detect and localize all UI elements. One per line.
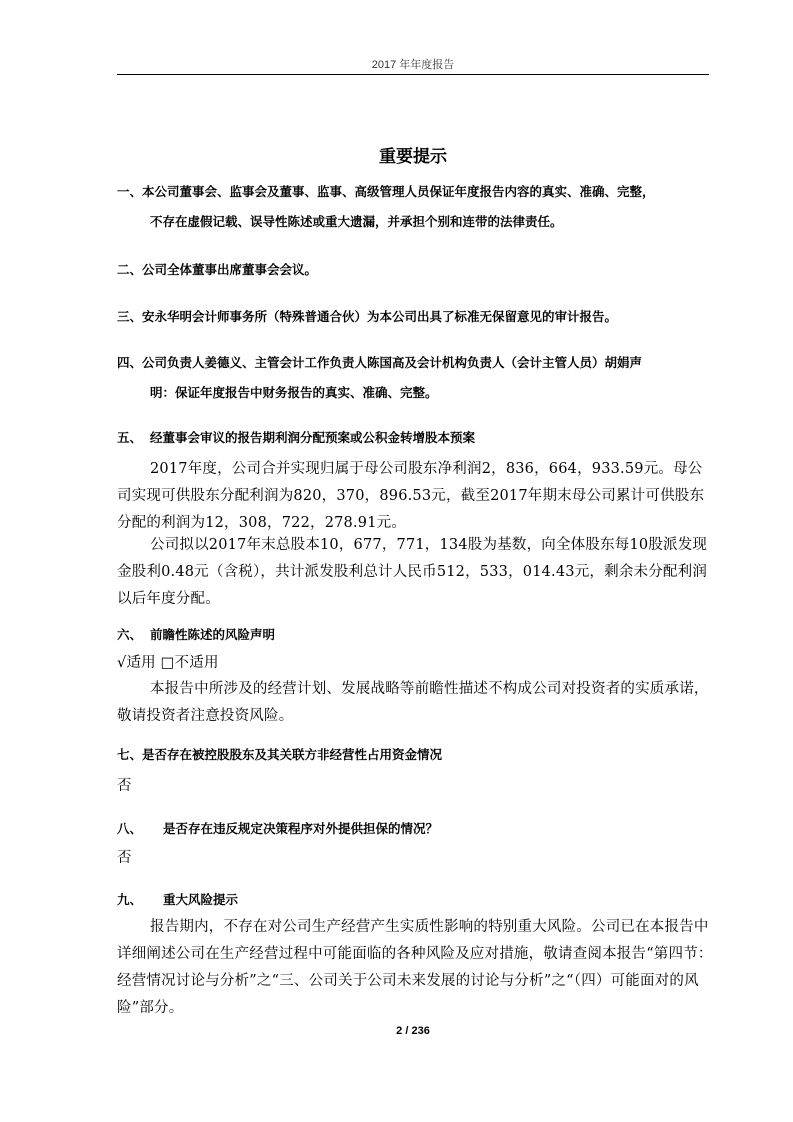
section-8-number: 八、 bbox=[117, 821, 143, 836]
section-1 bbox=[117, 177, 655, 237]
section-3 bbox=[117, 302, 617, 332]
section-5-title: 经董事会审议的报告期利润分配预案或公积金转增股本预案 bbox=[150, 430, 476, 445]
section-6-title: 前瞻性陈述的风险声明 bbox=[150, 627, 276, 642]
section-9-number: 九、 bbox=[117, 892, 143, 907]
section-5-paragraph-1: 2017年度，公司合并实现归属于母公司股东净利润2，836，664，933.59元。母公司实现可供股东分配利润为820，370，896.53元，截至2017年期末母公司累计可供股东分配的利润为12，308，722，278.91元。 bbox=[117, 461, 705, 531]
section-8-heading bbox=[117, 814, 438, 844]
section-2 bbox=[117, 255, 317, 285]
section-4-number: 四、 bbox=[117, 355, 143, 370]
section-4-line1: 公司负责人姜德义、主管会计工作负责人陈国高及会计机构负责人（会计主管人员）胡娟声 bbox=[142, 355, 643, 370]
section-7-number: 七、 bbox=[117, 747, 143, 762]
page-header: 2017 年年度报告 bbox=[371, 59, 455, 71]
section-5-paragraph-2: 公司拟以2017年末总股本10，677，771，134股为基数，向全体股东每10股派发现金股利0.48元（含税），共计派发股利总计人民币512，533，014.43元，剩余未分配利润以后年度分配。 bbox=[117, 537, 708, 607]
section-1-line2: 不存在虚假记载、误导性陈述或重大遗漏，并承担个别和连带的法律责任。 bbox=[150, 214, 563, 229]
section-7-answer: 否 bbox=[117, 778, 132, 794]
header-divider bbox=[117, 74, 709, 75]
section-4-line2: 明：保证年度报告中财务报告的真实、准确、完整。 bbox=[150, 385, 438, 400]
page-number: 2 / 236 bbox=[396, 1025, 430, 1037]
section-3-number: 三、 bbox=[117, 309, 143, 324]
page-title: 重要提示 bbox=[379, 147, 447, 167]
section-9-title: 重大风险提示 bbox=[163, 892, 239, 907]
section-5-number: 五、 bbox=[117, 430, 143, 445]
section-5-heading bbox=[117, 423, 475, 453]
section-3-text: 安永华明会计师事务所（特殊普通合伙）为本公司出具了标准无保留意见的审计报告。 bbox=[142, 309, 618, 324]
applicability-options: √适用 □不适用 bbox=[117, 655, 219, 671]
section-6-paragraph: 本报告中所涉及的经营计划、发展战略等前瞻性描述不构成公司对投资者的实质承诺，敬请投资者注意投资风险。 bbox=[117, 681, 709, 724]
section-6-number: 六、 bbox=[117, 627, 143, 642]
section-9-paragraph: 报告期内，不存在对公司生产经营产生实质性影响的特别重大风险。公司已在本报告中详细阐述公司在生产经营过程中可能面临的各种风险及应对措施，敬请查阅本报告“第四节：经营情况讨论与分析”之“三、公司关于公司未来发展的讨论与分析”之“（四）可能面对的风险”部分。 bbox=[117, 919, 713, 1016]
section-9-heading bbox=[117, 885, 238, 915]
section-2-number: 二、 bbox=[117, 262, 143, 277]
section-8-title: 是否存在违反规定决策程序对外提供担保的情况？ bbox=[163, 821, 439, 836]
section-1-number: 一、 bbox=[117, 184, 143, 199]
section-6-heading bbox=[117, 620, 275, 650]
section-7-title: 是否存在被控股股东及其关联方非经营性占用资金情况 bbox=[142, 747, 443, 762]
section-1-line1: 本公司董事会、监事会及董事、监事、高级管理人员保证年度报告内容的真实、准确、完整， bbox=[142, 184, 655, 199]
section-7-heading bbox=[117, 740, 442, 770]
section-8-answer: 否 bbox=[117, 850, 132, 866]
section-4 bbox=[117, 348, 642, 408]
section-2-text: 公司全体董事出席董事会会议。 bbox=[142, 262, 318, 277]
